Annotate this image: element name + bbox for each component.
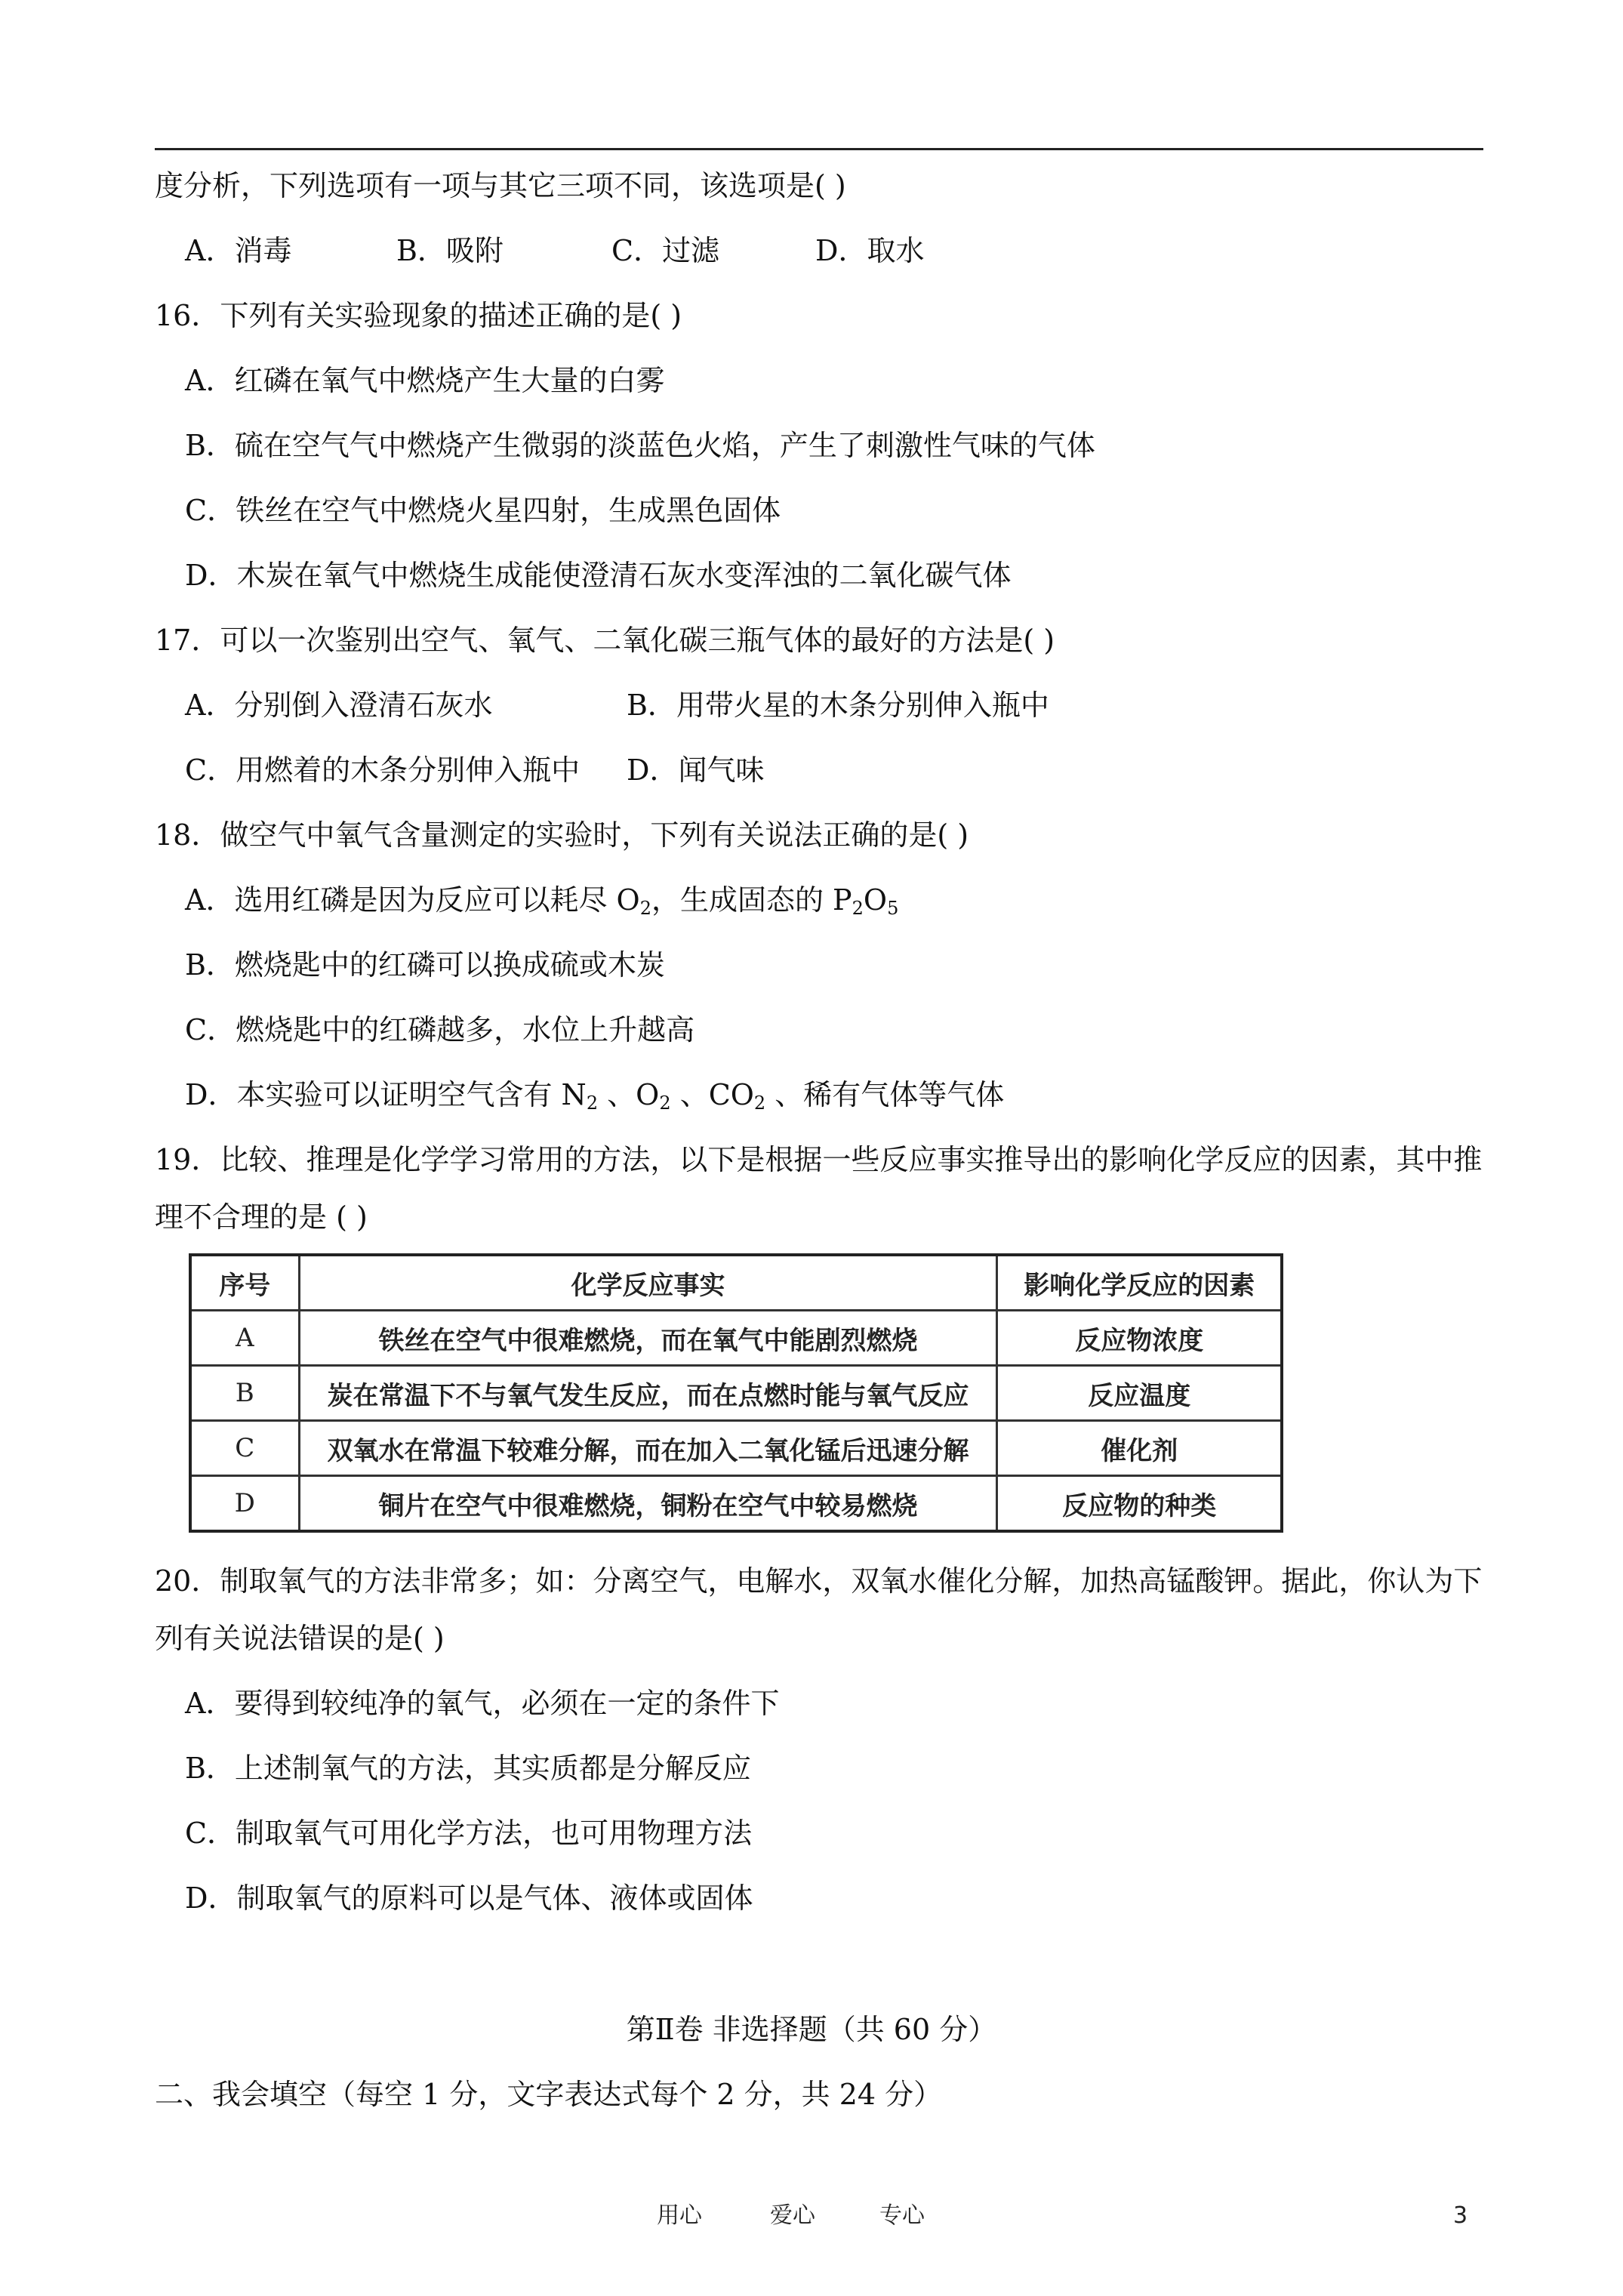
- row-fact: 炭在常温下不与氧气发生反应，而在点燃时能与氧气反应: [299, 1366, 997, 1421]
- q18-stem: 18．做空气中氧气含量测定的实验时，下列有关说法正确的是( ): [155, 818, 969, 852]
- q18-option-d: D．本实验可以证明空气含有 $N_2$ 、$O_2$ 、$CO_2$ 、稀有气体等气体: [185, 1078, 1005, 1114]
- q20-option-d: D．制取氧气的原料可以是气体、液体或固体: [185, 1881, 753, 1915]
- q17-stem: 17．可以一次鉴别出空气、氧气、二氧化碳三瓶气体的最好的方法是( ): [155, 624, 1055, 657]
- q15-option-d: D．取水: [815, 234, 925, 267]
- q16-option-a: A．红磷在氧气中燃烧产生大量的白雾: [185, 364, 665, 397]
- q17-option-d: D．闻气味: [627, 754, 765, 787]
- row-factor: 反应物的种类: [997, 1476, 1282, 1532]
- q16-option-d: D．木炭在氧气中燃烧生成能使澄清石灰水变浑浊的二氧化碳气体: [185, 559, 1012, 592]
- row-no: A: [190, 1311, 299, 1366]
- table-row: [190, 1476, 1282, 1532]
- q19-table: [189, 1253, 1283, 1533]
- row-factor: 反应物浓度: [997, 1311, 1282, 1366]
- footer-word-3: 专心: [879, 2202, 925, 2229]
- q15-option-c: C．过滤: [611, 234, 720, 267]
- row-fact: 铁丝在空气中很难燃烧，而在氧气中能剧烈燃烧: [299, 1311, 997, 1366]
- row-factor: 反应温度: [997, 1366, 1282, 1421]
- q15-option-a: A．消毒: [185, 234, 292, 267]
- q19-stem-line1: 19．比较、推理是化学学习常用的方法，以下是根据一些反应事实推导出的影响化学反应的因素，其中推: [155, 1143, 1483, 1176]
- q20-option-c: C．制取氧气可用化学方法，也可用物理方法: [185, 1817, 753, 1850]
- row-no: B: [190, 1366, 299, 1421]
- footer-word-1: 用心: [657, 2202, 702, 2229]
- q17-option-b: B．用带火星的木条分别伸入瓶中: [627, 689, 1049, 722]
- q15-option-b: B．吸附: [396, 234, 504, 267]
- q20-stem-line2: 列有关说法错误的是( ): [155, 1622, 445, 1655]
- q16-option-c: C．铁丝在空气中燃烧火星四射，生成黑色固体: [185, 494, 781, 527]
- row-no: C: [190, 1421, 299, 1476]
- table-row: [190, 1366, 1282, 1421]
- footer-word-2: 爱心: [770, 2202, 815, 2229]
- section-2-title: 第Ⅱ卷 非选择题（共 60 分）: [626, 2013, 997, 2046]
- q16-option-b: B．硫在空气气中燃烧产生微弱的淡蓝色火焰，产生了刺激性气味的气体: [185, 429, 1095, 462]
- page-number: 3: [1453, 2202, 1468, 2229]
- row-fact: 铜片在空气中很难燃烧，铜粉在空气中较易燃烧: [299, 1476, 997, 1532]
- row-factor: 催化剂: [997, 1421, 1282, 1476]
- q18-option-a: A．选用红磷是因为反应可以耗尽 $O_2$，生成固态的 $P_2O_5$: [185, 883, 899, 919]
- q20-option-b: B．上述制氧气的方法，其实质都是分解反应: [185, 1752, 751, 1785]
- row-fact: 双氧水在常温下较难分解，而在加入二氧化锰后迅速分解: [299, 1421, 997, 1476]
- header-no: 序号: [190, 1255, 299, 1311]
- table-header-row: [190, 1255, 1282, 1311]
- q17-option-a: A．分别倒入澄清石灰水: [185, 689, 493, 722]
- q20-stem-line1: 20．制取氧气的方法非常多；如：分离空气，电解水，双氧水催化分解，加热高锰酸钾。据此，你认为下: [155, 1564, 1483, 1598]
- part-2-heading: 二、我会填空（每空 1 分，文字表达式每个 2 分，共 24 分）: [155, 2078, 943, 2111]
- q17-option-c: C．用燃着的木条分别伸入瓶中: [185, 754, 581, 787]
- q19-stem-line2: 理不合理的是 ( ): [155, 1200, 368, 1234]
- q15-continuation: 度分析，下列选项有一项与其它三项不同，该选项是( ): [155, 169, 846, 202]
- header-fact: 化学反应事实: [299, 1255, 997, 1311]
- q16-stem: 16．下列有关实验现象的描述正确的是( ): [155, 299, 682, 332]
- q18-option-c: C．燃烧匙中的红磷越多，水位上升越高: [185, 1013, 695, 1046]
- header-factor: 影响化学反应的因素: [997, 1255, 1282, 1311]
- table-row: [190, 1421, 1282, 1476]
- row-no: D: [190, 1476, 299, 1532]
- q20-option-a: A．要得到较纯净的氧气，必须在一定的条件下: [185, 1687, 780, 1720]
- table-row: [190, 1311, 1282, 1366]
- q18-option-b: B．燃烧匙中的红磷可以换成硫或木炭: [185, 948, 665, 982]
- header-rule: [155, 148, 1483, 150]
